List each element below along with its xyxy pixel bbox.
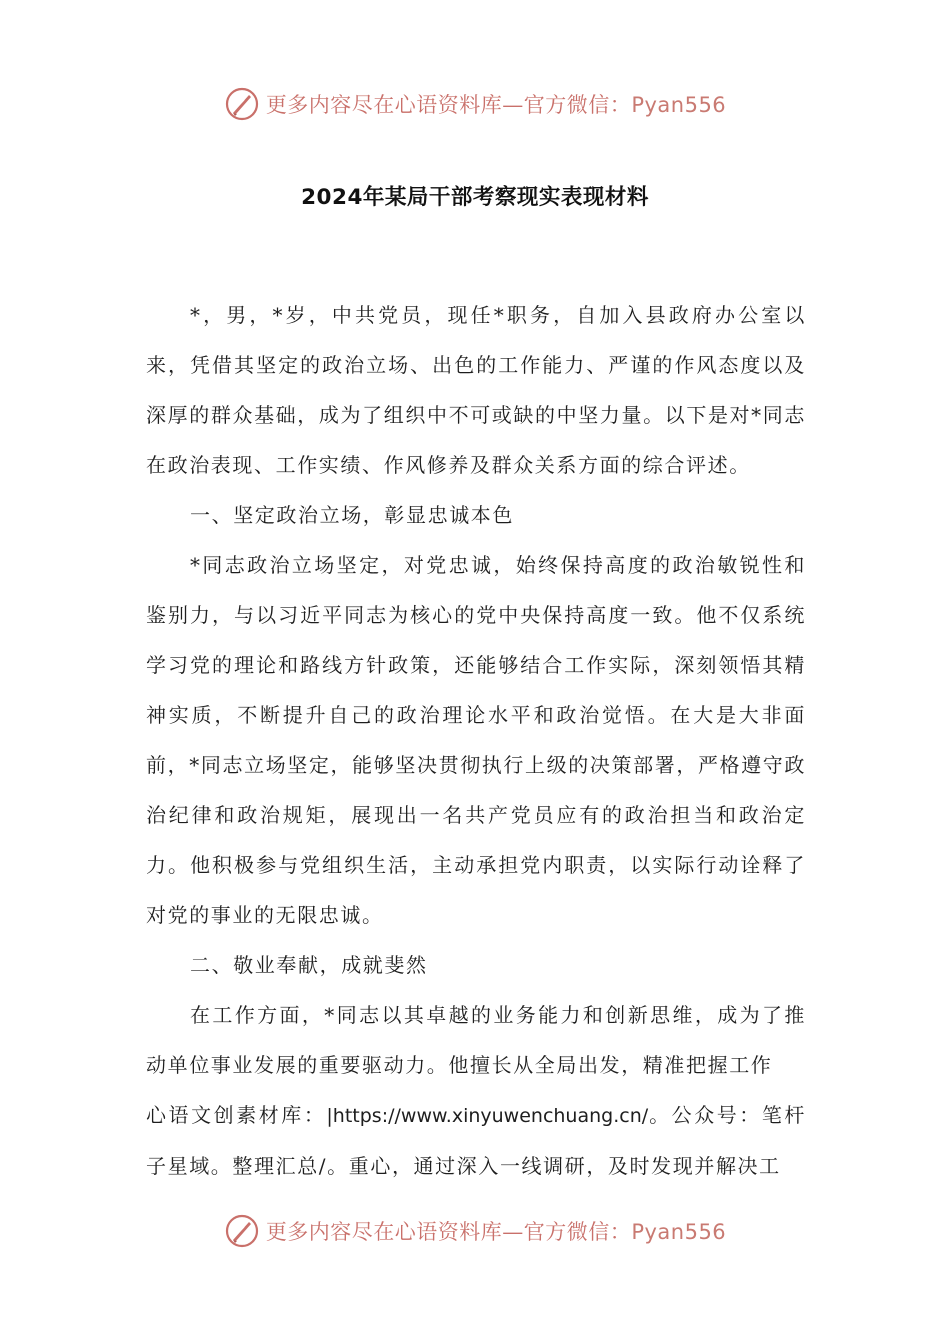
watermark-text: 更多内容尽在心语资料库—官方微信：Pyan556 bbox=[265, 93, 727, 117]
paragraph-political: *同志政治立场坚定，对党忠诚，始终保持高度的政治敏锐性和鉴别力，与以习近平同志为核心的党中央保持高度一致。他不仅系统学习党的理论和路线方针政策，还能够结合工作实际，深刻领悟其精神实质，不断提升自己的政治理论水平和政治觉悟。在大是大非面前，*同志立场坚定，能够坚决贯彻执行上级的决策部署，严格遵守政治纪律和政治规矩，展现出一名共产党员应有的政治担当和政治定力。他积极参与党组织生活，主动承担党内职责，以实际行动诠释了对党的事业的无限忠诚。 bbox=[146, 553, 806, 927]
watermark-header bbox=[0, 84, 950, 124]
quill-logo-icon bbox=[224, 86, 260, 122]
watermark-text: 更多内容尽在心语资料库—官方微信：Pyan556 bbox=[265, 1220, 727, 1244]
section-heading-1: 一、坚定政治立场，彰显忠诚本色 bbox=[190, 503, 514, 527]
source-url: |https://www.xinyuwenchuang.cn/ bbox=[326, 1105, 649, 1127]
quill-logo-icon bbox=[224, 1213, 260, 1249]
section-heading-2: 二、敬业奉献，成就斐然 bbox=[190, 953, 428, 977]
paragraph-work: 在工作方面，*同志以其卓越的业务能力和创新思维，成为了推动单位事业发展的重要驱动力。他擅长从全局出发，精准把握工作 bbox=[146, 1003, 806, 1077]
document-body bbox=[146, 290, 806, 1191]
watermark-footer bbox=[0, 1211, 950, 1251]
paragraph-intro: *，男，*岁，中共党员，现任*职务，自加入县政府办公室以来，凭借其坚定的政治立场、出色的工作能力、严谨的作风态度以及深厚的群众基础，成为了组织中不可或缺的中坚力量。以下是对*同志在政治表现、工作实绩、作风修养及群众关系方面的综合评述。 bbox=[146, 303, 806, 477]
document-title: 2024年某局干部考察现实表现材料 bbox=[301, 185, 649, 210]
paragraph-work-continued: 心语文创素材库：|https://www.xinyuwenchuang.cn/。公众号：笔杆子星域。整理汇总/。重心，通过深入一线调研，及时发现并解决工 bbox=[146, 1103, 806, 1178]
